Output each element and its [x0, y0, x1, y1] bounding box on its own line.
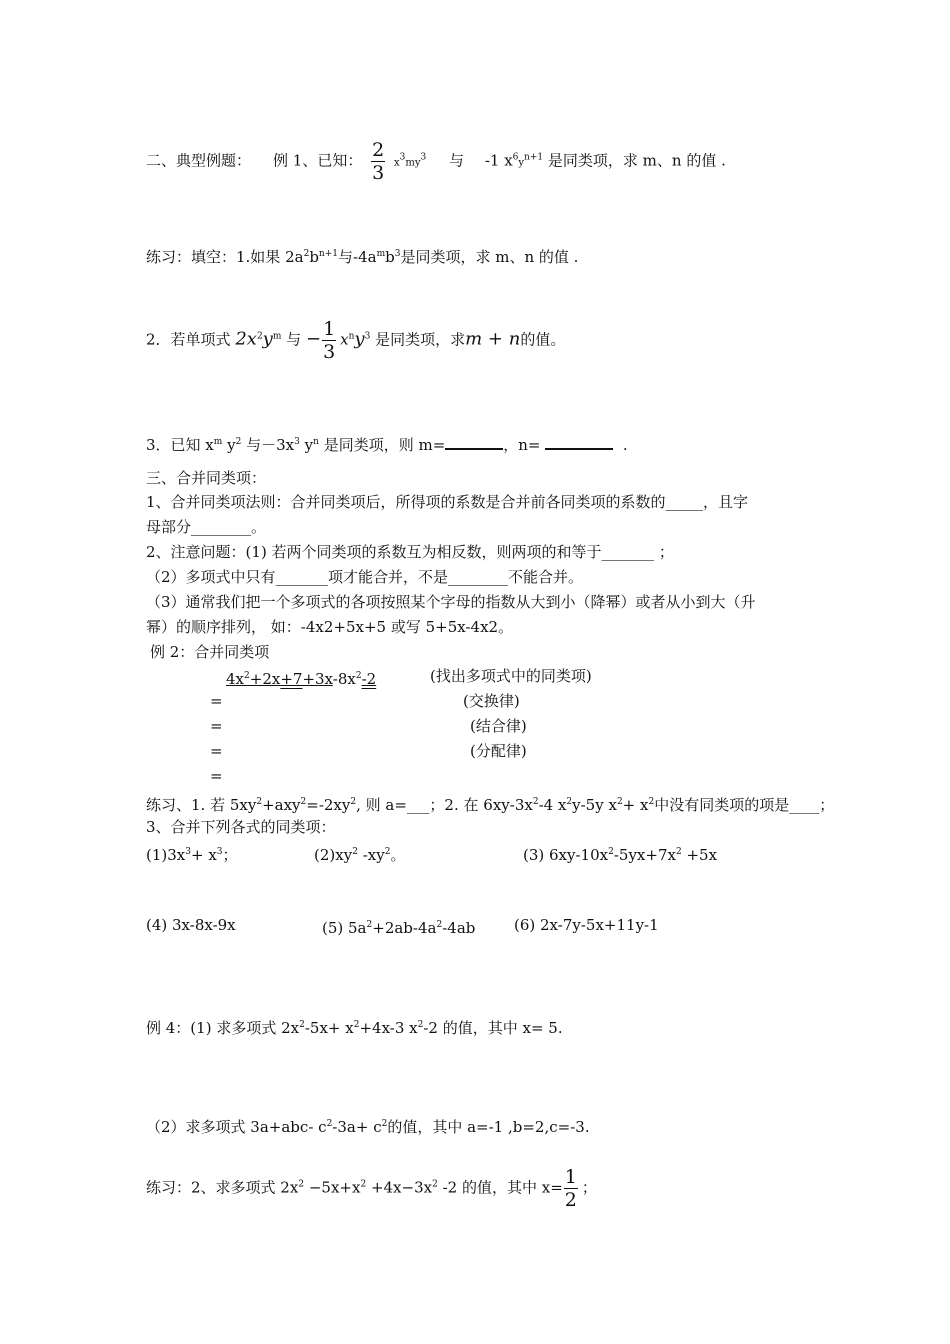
reason-associative: (结合律) — [470, 717, 527, 735]
note-line-c: （3）通常我们把一个多项式的各项按照某个字母的指数从大到小（降幂）或者从小到大（升 — [146, 593, 756, 611]
exercise-1: $(1)3x^3+ x^3$； — [146, 846, 238, 864]
term-3x: +3x — [302, 670, 333, 688]
answer-blank-m[interactable] — [445, 448, 503, 450]
term-2x: +2x — [249, 670, 281, 688]
term-4x2: $4x^2$ — [226, 670, 250, 688]
fraction-two-thirds: $\frac{2}{3}$ — [372, 139, 385, 184]
fraction-one-half: $\frac{1}{2}$ — [564, 1166, 577, 1211]
rule-line-b: 母部分________。 — [146, 518, 267, 536]
practice-3-line: 练习：2、求多项式 $2x^2 -5x+x^2 +4x-3x^2$ -2 的值，其中 x= $\frac{1}{2}$ ； — [146, 1166, 597, 1211]
practice-2-line2: 3、合并下列各式的同类项： — [146, 818, 336, 836]
note-line-b: （2）多项式中只有_______项才能合并，不是________不能合并。 — [146, 568, 584, 586]
reason-find: (找出多项式中的同类项) — [430, 667, 592, 685]
question-3-line: 3．已知 $x^m$ $y^2$ 与$-3x^3$ $y^n$ 是同类项，则 m= ，n= . — [146, 436, 628, 454]
section-3-heading: 三、合并同类项： — [146, 469, 267, 487]
example-2-title: 例 2：合并同类项 — [150, 643, 270, 661]
question-2-line: 2．若单项式 $2x^2y^m$ 与 − $\frac{1}{3}$ $x^ny^3$ 是同类项，求m + n的值。 — [146, 318, 566, 363]
example-4-part-1: 例 4：(1) 求多项式 $2x^2-5x+ x^2+4x-3$ $x^2-2$ 的值，其中 x= 5. — [146, 1019, 563, 1037]
reason-commutative: (交换律) — [463, 692, 520, 710]
example-2-polynomial — [226, 665, 376, 690]
exercise-4: (4) 3x-8x-9x — [146, 916, 236, 934]
reason-distributive: (分配律) — [470, 742, 527, 760]
note-line-a: 2、注意问题：(1) 若两个同类项的系数互为相反数，则两项的和等于_______ ； — [146, 543, 674, 561]
practice-2-line: 练习、1. 若 $5xy^2+axy^2=-2xy^2$, 则 a=___；2. 在 $6xy-3x^2-4$ $x^2y-5y$ $x^2+ x^2$中没有同类项的项是____； — [146, 796, 835, 814]
equals-1: = — [210, 692, 223, 710]
equals-3: = — [210, 742, 223, 760]
term-7: +7 — [280, 670, 303, 688]
equals-2: = — [210, 717, 223, 735]
note-line-d: 幂）的顺序排列， 如：-4x2+5x+5 或写 5+5x-4x2。 — [146, 618, 514, 636]
exercise-2: $(2)xy^2$ $-xy^2$。 — [314, 846, 406, 864]
equals-4: = — [210, 767, 223, 785]
term-2: -2 — [361, 670, 377, 688]
exercise-3: (3) $6xy-10x^2-5yx+7x^2 +5x$ — [523, 846, 718, 864]
fraction-one-third: $\frac{1}{3}$ — [323, 318, 336, 363]
example-4-part-2: （2）求多项式 3a+abc- $c^2-3a+ c^2$的值，其中 a=-1 ,b=2,c=-3. — [146, 1118, 590, 1136]
exercise-5: (5) $5a^2+2ab-4a^2-4ab$ — [322, 919, 476, 937]
answer-blank-n[interactable] — [545, 448, 613, 450]
practice-1-line: 练习：填空：1.如果 $2a^2b^{n+1}$与$-4a^mb^3$是同类项，求 m、n 的值 . — [146, 248, 579, 266]
example-1-line: 二、典型例题： 例 1、已知： $\frac{2}{3}$ $x^3my^3$ 与 -1 $x^6y^{n+1}$ 是同类项，求 m、n 的值 . — [146, 139, 726, 184]
exercise-6: (6) 2x-7y-5x+11y-1 — [514, 916, 659, 934]
rule-line-a: 1、合并同类项法则：合并同类项后，所得项的系数是合并前各同类项的系数的_____，且字 — [146, 493, 749, 511]
term-8x2: $-8x^2$ — [332, 670, 362, 688]
